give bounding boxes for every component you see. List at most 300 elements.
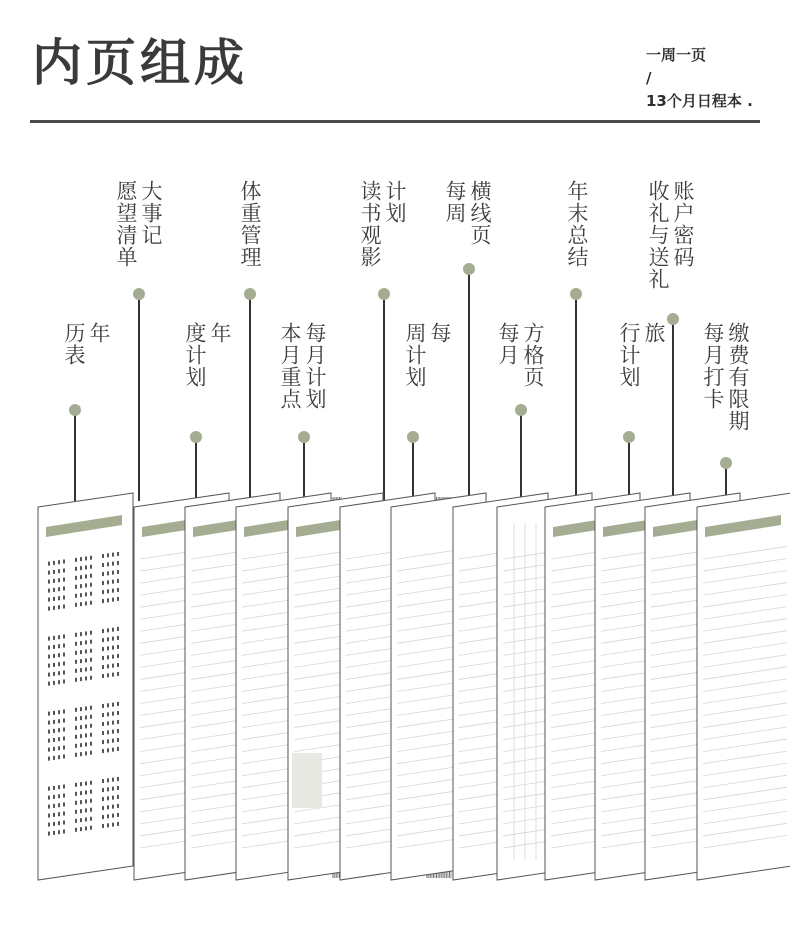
- leader-dot: [298, 431, 310, 443]
- calendar-day-mark: [75, 726, 77, 730]
- page-label-column: 年: [208, 322, 232, 344]
- calendar-day-mark: [107, 580, 109, 584]
- calendar-day-mark: [112, 673, 114, 677]
- calendar-day-mark: [107, 571, 109, 575]
- page-label-column: 收礼与送礼: [646, 180, 670, 290]
- calendar-day-mark: [117, 645, 119, 649]
- page-label: [183, 322, 231, 388]
- calendar-day-mark: [117, 570, 119, 574]
- calendar-day-mark: [90, 751, 92, 755]
- calendar-day-mark: [85, 658, 87, 662]
- calendar-day-mark: [80, 809, 82, 813]
- calendar-day-mark: [75, 585, 77, 589]
- calendar-day-mark: [75, 801, 77, 805]
- calendar-day-mark: [53, 645, 55, 649]
- calendar-day-mark: [53, 681, 55, 685]
- calendar-day-mark: [53, 654, 55, 658]
- calendar-day-mark: [53, 756, 55, 760]
- calendar-day-mark: [117, 654, 119, 658]
- calendar-day-mark: [80, 566, 82, 570]
- calendar-day-mark: [102, 656, 104, 660]
- calendar-day-mark: [63, 644, 65, 648]
- calendar-day-mark: [63, 605, 65, 609]
- calendar-day-mark: [85, 724, 87, 728]
- calendar-day-mark: [117, 729, 119, 733]
- calendar-day-mark: [102, 824, 104, 828]
- calendar-day-mark: [117, 579, 119, 583]
- page-label-column: 历表: [62, 322, 86, 366]
- calendar-day-mark: [85, 556, 87, 560]
- page-label-column: 方格页: [521, 322, 545, 388]
- calendar-day-mark: [112, 598, 114, 602]
- calendar-day-mark: [58, 635, 60, 639]
- calendar-day-mark: [63, 794, 65, 798]
- calendar-day-mark: [107, 739, 109, 743]
- calendar-day-mark: [63, 719, 65, 723]
- calendar-day-mark: [80, 584, 82, 588]
- page-label: [62, 322, 110, 366]
- calendar-day-mark: [53, 561, 55, 565]
- calendar-day-mark: [63, 653, 65, 657]
- calendar-day-mark: [75, 576, 77, 580]
- calendar-day-mark: [58, 812, 60, 816]
- calendar-day-mark: [48, 814, 50, 818]
- calendar-day-mark: [48, 796, 50, 800]
- calendar-day-mark: [80, 677, 82, 681]
- calendar-day-mark: [58, 719, 60, 723]
- calendar-day-mark: [85, 565, 87, 569]
- calendar-day-mark: [90, 676, 92, 680]
- page-shaded-block: [292, 753, 322, 808]
- calendar-day-mark: [48, 598, 50, 602]
- calendar-day-mark: [53, 606, 55, 610]
- calendar-day-mark: [48, 580, 50, 584]
- calendar-day-mark: [85, 649, 87, 653]
- calendar-day-mark: [102, 815, 104, 819]
- calendar-day-mark: [48, 673, 50, 677]
- calendar-day-mark: [90, 817, 92, 821]
- calendar-day-mark: [58, 587, 60, 591]
- calendar-day-mark: [107, 721, 109, 725]
- calendar-day-mark: [80, 707, 82, 711]
- page-label-column: 周计划: [403, 322, 427, 388]
- calendar-day-mark: [80, 641, 82, 645]
- calendar-day-mark: [53, 672, 55, 676]
- calendar-day-mark: [90, 574, 92, 578]
- calendar-day-mark: [107, 646, 109, 650]
- calendar-day-mark: [112, 571, 114, 575]
- page-label: [617, 322, 665, 388]
- calendar-day-mark: [112, 637, 114, 641]
- calendar-day-mark: [107, 823, 109, 827]
- calendar-day-mark: [58, 644, 60, 648]
- calendar-day-mark: [102, 749, 104, 753]
- calendar-day-mark: [58, 737, 60, 741]
- calendar-day-mark: [102, 629, 104, 633]
- calendar-day-mark: [90, 808, 92, 812]
- leader-dot: [720, 457, 732, 469]
- page-label: [238, 180, 261, 268]
- subtitle-line: 13个月日程本 .: [646, 92, 753, 110]
- calendar-day-mark: [112, 553, 114, 557]
- calendar-day-mark: [53, 804, 55, 808]
- page-label: [403, 322, 451, 388]
- subtitle-line: /: [646, 69, 652, 87]
- leader-dot: [69, 404, 81, 416]
- calendar-day-mark: [80, 827, 82, 831]
- calendar-day-mark: [112, 721, 114, 725]
- page-label-column: 横线页: [468, 180, 492, 246]
- calendar-day-mark: [58, 728, 60, 732]
- calendar-day-mark: [85, 640, 87, 644]
- page-label-column: 体重管理: [238, 180, 262, 268]
- calendar-day-mark: [117, 822, 119, 826]
- calendar-day-mark: [117, 627, 119, 631]
- calendar-day-mark: [112, 748, 114, 752]
- calendar-day-mark: [117, 702, 119, 706]
- calendar-day-mark: [80, 557, 82, 561]
- calendar-day-mark: [80, 716, 82, 720]
- calendar-day-mark: [90, 601, 92, 605]
- calendar-day-mark: [63, 821, 65, 825]
- calendar-day-mark: [53, 597, 55, 601]
- calendar-day-mark: [112, 712, 114, 716]
- calendar-day-mark: [48, 823, 50, 827]
- calendar-day-mark: [112, 778, 114, 782]
- leader-dot: [407, 431, 419, 443]
- calendar-day-mark: [85, 715, 87, 719]
- calendar-day-mark: [107, 748, 109, 752]
- calendar-day-mark: [48, 730, 50, 734]
- calendar-day-mark: [63, 596, 65, 600]
- calendar-day-mark: [112, 646, 114, 650]
- calendar-day-mark: [90, 583, 92, 587]
- calendar-day-mark: [90, 556, 92, 560]
- calendar-day-mark: [117, 813, 119, 817]
- calendar-day-mark: [85, 799, 87, 803]
- calendar-day-mark: [80, 782, 82, 786]
- calendar-day-mark: [48, 589, 50, 593]
- calendar-day-mark: [112, 796, 114, 800]
- calendar-day-mark: [107, 589, 109, 593]
- calendar-day-mark: [53, 738, 55, 742]
- calendar-day-mark: [53, 831, 55, 835]
- calendar-day-mark: [48, 562, 50, 566]
- calendar-day-mark: [53, 579, 55, 583]
- calendar-day-mark: [90, 724, 92, 728]
- page-title: 内页组成: [32, 34, 248, 92]
- calendar-day-mark: [90, 742, 92, 746]
- calendar-day-mark: [90, 826, 92, 830]
- calendar-day-mark: [80, 668, 82, 672]
- calendar-day-mark: [80, 632, 82, 636]
- calendar-day-mark: [58, 785, 60, 789]
- calendar-day-mark: [85, 817, 87, 821]
- calendar-day-mark: [80, 734, 82, 738]
- calendar-day-mark: [90, 781, 92, 785]
- calendar-day-mark: [85, 751, 87, 755]
- calendar-day-mark: [90, 733, 92, 737]
- calendar-day-mark: [117, 636, 119, 640]
- calendar-day-mark: [90, 667, 92, 671]
- calendar-day-mark: [80, 593, 82, 597]
- calendar-day-mark: [80, 725, 82, 729]
- calendar-day-mark: [102, 788, 104, 792]
- calendar-day-mark: [107, 562, 109, 566]
- calendar-day-mark: [107, 805, 109, 809]
- calendar-day-mark: [107, 673, 109, 677]
- calendar-day-mark: [107, 628, 109, 632]
- calendar-day-mark: [75, 558, 77, 562]
- calendar-day-mark: [102, 554, 104, 558]
- page-label-column: 度计划: [183, 322, 207, 388]
- calendar-day-mark: [117, 597, 119, 601]
- calendar-day-mark: [58, 680, 60, 684]
- calendar-day-mark: [112, 814, 114, 818]
- page-label-column: 读书观影: [358, 180, 382, 268]
- page-label-column: 本月重点: [278, 322, 302, 410]
- page-label-column: 账户密码: [671, 180, 695, 268]
- calendar-day-mark: [112, 589, 114, 593]
- calendar-day-mark: [102, 713, 104, 717]
- calendar-day-mark: [102, 665, 104, 669]
- leader-dot: [667, 313, 679, 325]
- calendar-day-mark: [107, 778, 109, 782]
- page-label: [646, 180, 694, 290]
- calendar-day-mark: [53, 663, 55, 667]
- calendar-day-mark: [53, 570, 55, 574]
- calendar-day-mark: [102, 722, 104, 726]
- calendar-day-mark: [63, 803, 65, 807]
- page-label: [496, 322, 544, 388]
- planner-page: [697, 493, 790, 880]
- calendar-day-mark: [117, 786, 119, 790]
- calendar-day-mark: [90, 790, 92, 794]
- calendar-day-mark: [75, 567, 77, 571]
- calendar-day-mark: [102, 590, 104, 594]
- calendar-day-mark: [102, 638, 104, 642]
- calendar-day-mark: [53, 747, 55, 751]
- calendar-day-mark: [117, 663, 119, 667]
- calendar-day-mark: [102, 572, 104, 576]
- calendar-day-mark: [85, 601, 87, 605]
- page-label: [278, 322, 326, 410]
- calendar-day-mark: [53, 711, 55, 715]
- calendar-day-mark: [102, 740, 104, 744]
- calendar-day-mark: [112, 664, 114, 668]
- calendar-day-mark: [63, 710, 65, 714]
- calendar-day-mark: [63, 728, 65, 732]
- page-label-column: 每月计划: [303, 322, 327, 410]
- page-label-column: 计划: [383, 180, 407, 224]
- calendar-day-mark: [48, 637, 50, 641]
- calendar-day-mark: [48, 646, 50, 650]
- planner-page: [38, 493, 133, 880]
- calendar-day-mark: [85, 790, 87, 794]
- calendar-day-mark: [58, 746, 60, 750]
- calendar-day-mark: [63, 680, 65, 684]
- calendar-day-mark: [48, 571, 50, 575]
- leader-dot: [515, 404, 527, 416]
- calendar-day-mark: [63, 737, 65, 741]
- calendar-day-mark: [58, 803, 60, 807]
- calendar-day-mark: [58, 653, 60, 657]
- calendar-day-mark: [63, 578, 65, 582]
- calendar-day-mark: [75, 810, 77, 814]
- calendar-day-mark: [58, 596, 60, 600]
- calendar-day-mark: [85, 742, 87, 746]
- leader-dot: [570, 288, 582, 300]
- calendar-day-mark: [85, 733, 87, 737]
- calendar-day-mark: [85, 676, 87, 680]
- calendar-day-mark: [107, 553, 109, 557]
- calendar-day-mark: [107, 712, 109, 716]
- calendar-day-mark: [107, 814, 109, 818]
- page-label-column: 每周: [443, 180, 467, 224]
- calendar-day-mark: [75, 708, 77, 712]
- calendar-day-mark: [63, 587, 65, 591]
- calendar-day-mark: [80, 650, 82, 654]
- leader-dot: [623, 431, 635, 443]
- calendar-day-mark: [75, 744, 77, 748]
- calendar-day-mark: [48, 739, 50, 743]
- page-label-column: 缴费有限期: [726, 322, 750, 432]
- calendar-day-mark: [63, 671, 65, 675]
- calendar-day-mark: [58, 560, 60, 564]
- calendar-day-mark: [75, 792, 77, 796]
- calendar-day-mark: [58, 830, 60, 834]
- calendar-day-mark: [112, 628, 114, 632]
- calendar-day-mark: [90, 631, 92, 635]
- calendar-day-mark: [75, 642, 77, 646]
- calendar-day-mark: [48, 787, 50, 791]
- calendar-day-mark: [75, 819, 77, 823]
- calendar-day-mark: [53, 720, 55, 724]
- calendar-day-mark: [112, 823, 114, 827]
- page-label-column: 旅: [642, 322, 666, 344]
- page-sheet: [697, 493, 790, 880]
- page-label-column: 年末总结: [565, 180, 589, 268]
- page-label: [358, 180, 406, 268]
- calendar-day-mark: [48, 721, 50, 725]
- page-label: [701, 322, 749, 432]
- calendar-day-mark: [75, 633, 77, 637]
- calendar-day-mark: [102, 674, 104, 678]
- calendar-day-mark: [58, 569, 60, 573]
- calendar-day-mark: [90, 565, 92, 569]
- calendar-day-mark: [58, 755, 60, 759]
- calendar-day-mark: [90, 649, 92, 653]
- calendar-day-mark: [80, 575, 82, 579]
- calendar-day-mark: [75, 660, 77, 664]
- page-label-column: 愿望清单: [114, 180, 138, 268]
- calendar-day-mark: [75, 651, 77, 655]
- calendar-day-mark: [90, 592, 92, 596]
- page-label-column: 行计划: [617, 322, 641, 388]
- calendar-day-mark: [80, 659, 82, 663]
- calendar-day-mark: [58, 578, 60, 582]
- calendar-day-mark: [117, 804, 119, 808]
- calendar-day-mark: [58, 821, 60, 825]
- calendar-day-mark: [112, 562, 114, 566]
- calendar-day-mark: [75, 678, 77, 682]
- calendar-day-mark: [53, 813, 55, 817]
- calendar-day-mark: [102, 779, 104, 783]
- page-label-column: 每月打卡: [701, 322, 725, 410]
- calendar-day-mark: [63, 746, 65, 750]
- calendar-day-mark: [53, 822, 55, 826]
- calendar-day-mark: [63, 662, 65, 666]
- calendar-day-mark: [107, 655, 109, 659]
- calendar-day-mark: [107, 787, 109, 791]
- calendar-day-mark: [117, 711, 119, 715]
- calendar-day-mark: [102, 581, 104, 585]
- calendar-day-mark: [75, 735, 77, 739]
- calendar-day-mark: [48, 682, 50, 686]
- calendar-day-mark: [112, 703, 114, 707]
- calendar-day-mark: [85, 574, 87, 578]
- calendar-day-mark: [58, 671, 60, 675]
- calendar-day-mark: [63, 755, 65, 759]
- calendar-day-mark: [102, 599, 104, 603]
- calendar-day-mark: [117, 672, 119, 676]
- calendar-day-mark: [107, 598, 109, 602]
- calendar-day-mark: [107, 637, 109, 641]
- calendar-day-mark: [85, 781, 87, 785]
- calendar-day-mark: [75, 783, 77, 787]
- calendar-day-mark: [102, 806, 104, 810]
- calendar-day-mark: [117, 561, 119, 565]
- calendar-day-mark: [63, 812, 65, 816]
- calendar-day-mark: [85, 592, 87, 596]
- calendar-day-mark: [85, 631, 87, 635]
- calendar-day-mark: [85, 808, 87, 812]
- calendar-day-mark: [90, 658, 92, 662]
- calendar-day-mark: [63, 635, 65, 639]
- leader-dot: [244, 288, 256, 300]
- calendar-day-mark: [107, 703, 109, 707]
- calendar-day-mark: [117, 552, 119, 556]
- calendar-day-mark: [48, 748, 50, 752]
- calendar-day-mark: [58, 794, 60, 798]
- calendar-day-mark: [102, 731, 104, 735]
- page-label-column: 每月: [496, 322, 520, 366]
- calendar-day-mark: [117, 777, 119, 781]
- calendar-day-mark: [80, 752, 82, 756]
- leader-dot: [133, 288, 145, 300]
- calendar-day-mark: [112, 580, 114, 584]
- calendar-day-mark: [117, 747, 119, 751]
- page-label: [114, 180, 162, 268]
- calendar-day-mark: [48, 607, 50, 611]
- calendar-day-mark: [48, 832, 50, 836]
- calendar-day-mark: [102, 647, 104, 651]
- calendar-day-mark: [85, 667, 87, 671]
- leader-dot: [378, 288, 390, 300]
- calendar-day-mark: [80, 791, 82, 795]
- calendar-day-mark: [80, 818, 82, 822]
- calendar-day-mark: [90, 799, 92, 803]
- page-label: [565, 180, 588, 268]
- calendar-day-mark: [75, 603, 77, 607]
- calendar-day-mark: [48, 757, 50, 761]
- leader-dot: [190, 431, 202, 443]
- page-label-column: 大事记: [139, 180, 163, 246]
- calendar-day-mark: [112, 805, 114, 809]
- calendar-day-mark: [48, 664, 50, 668]
- calendar-day-mark: [58, 710, 60, 714]
- calendar-day-mark: [63, 785, 65, 789]
